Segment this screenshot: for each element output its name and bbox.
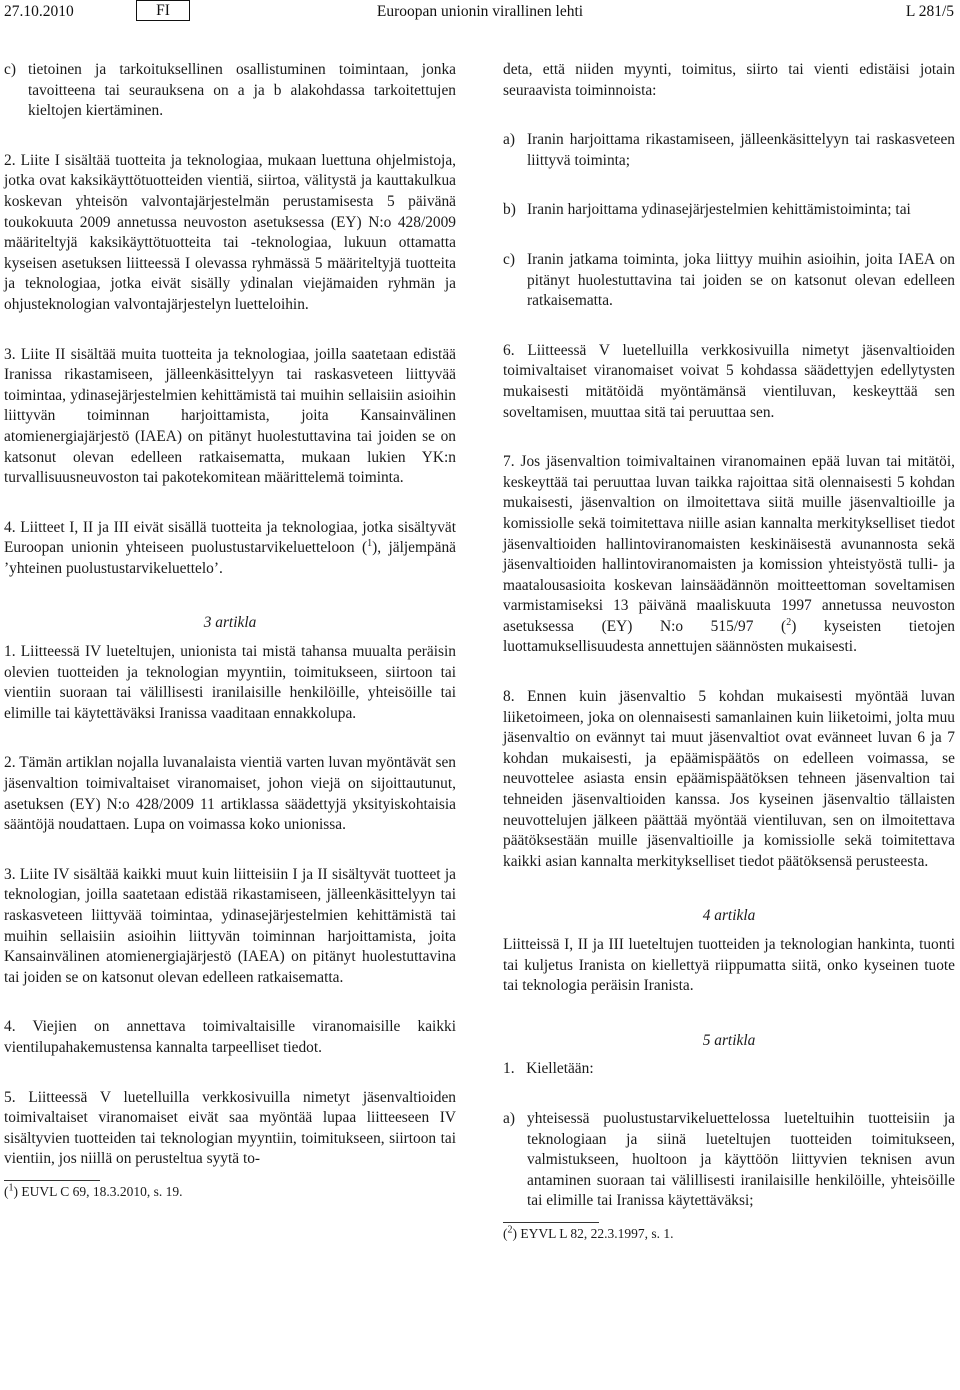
page-number: L 281/5 — [905, 3, 954, 20]
list-item-b — [503, 200, 955, 221]
item-label: b) — [503, 201, 516, 219]
footnote-divider — [503, 1222, 599, 1223]
footnote-ref[interactable]: 1 — [367, 538, 373, 550]
language-badge: FI — [136, 0, 190, 21]
item-label: a) — [503, 1109, 515, 1127]
page-header — [0, 0, 960, 26]
footnote-ref[interactable]: 2 — [786, 616, 792, 628]
article-5-paragraph-1: 1. Kielletään: — [503, 1060, 594, 1078]
paragraph-4: 4. Liitteet I, II ja III eivät sisällä tuotteita ja teknologiaa, jotka sisältyvät Euroopan unionin yhteiseen puolustustarvikeluetteloon ($^1$), jäljempänä ’yhteinen puolustustarvikeluettelo’. — [4, 518, 456, 577]
article-4-heading: 4 artikla — [702, 907, 756, 925]
item-label: a) — [503, 131, 515, 149]
item-text: Iranin jatkama toiminta, joka liittyy muihin asioihin, joita IAEA on pitänyt huolestuttavina tai joiden se on katsonut olevan edelleen ratkaisematta. — [527, 250, 955, 310]
list-item-c — [503, 250, 955, 312]
item-text: Iranin harjoittama rikastamiseen, jälleenkäsittelyyn tai raskasveteen liittyvä toiminta; — [527, 131, 955, 169]
paragraph-2: 2. Liite I sisältää tuotteita ja teknologiaa, mukaan luettuna ohjelmistoja, jotka ovat kaksikäyttötuotteiden vientiä, siirtoa, välitystä ja kauttakulkua koskevan yhteisön valvontajärjestelmän perustamisesta 5 päivänä toukokuuta 2009 annetussa neuvoston asetuksessa (EY) N:o 428/2009 määriteltyjä kaksikäyttötuotteita tai -teknologiaa, lukuun ottamatta kyseisen asetuksen liitteessä I olevassa ryhmässä 5 määriteltyjä tuotteita ja teknologiaa, jotka eivät sisälly ydinalan viejämaiden ryhmän ja ohjusteknologian valvontajärjestelyn luetteloihin. — [4, 151, 456, 313]
article-3-paragraph-2: 2. Tämän artiklan nojalla luvanalaista vientiä varten luvan myöntävät sen jäsenvaltion toimivaltaiset viranomaiset, johon viejä on sijoittautunut, asetuksen (EY) N:o 428/2009 11 artiklassa säädettyjä yksityiskohtaisia sääntöjä noudattaen. Lupa on voimassa koko unionissa. — [4, 754, 456, 834]
continuation-intro: deta, että niiden myynti, toimitus, siirto tai vienti edistäisi jotain seuraavista toiminnoista: — [503, 61, 955, 99]
paragraph-8: 8. Ennen kuin jäsenvaltio 5 kohdan mukaisesti myöntää luvan liiketoimeen, joka on olennaisesti samanlainen kuin liiketoimi, jolta muu jäsenvaltio on evännyt tai muut jäsenvaltiot ovat evänneet luvan 6 ja 7 kohdan mukaisesti, ja epäämispäätös on edelleen voimassa, se neuvottelee asiasta ensin epäämispäätöksen tehneen jäsenvaltion tai tehneiden jäsenvaltioiden kanssa. Jos kyseinen jäsenvaltio tällaisten neuvottelujen jälkeen päättää myöntää vientiluvan, sen on ilmoitettava päätöksestään muille jäsenvaltioille ja komissiolle sekä toimitettava kaikki asian kannalta merkitykselliset tiedot päätöksensä perusteesta. — [503, 688, 955, 870]
footnote-2: ($^2$) EYVL L 82, 22.3.1997, s. 1. — [503, 1224, 674, 1241]
article-3-heading: 3 artikla — [203, 614, 257, 632]
paragraph-7: 7. Jos jäsenvaltion toimivaltainen viranomainen epää luvan tai mitätöi, keskeyttää tai peruuttaa luvan taikka rajoittaa sitä olennaisesti 5 kohdan mukaisesti, jäsenvaltion on ilmoitettava siitä muille jäsenvaltioille ja komissiolle sekä toimitettava niille asian kannalta merkitykselliset tiedot jäsenvaltioiden hallintoviranomaisten keskinäisestä avunannosta sekä jäsenvaltioiden hallintoviranomaisten ja komission yhteistyöstä tulli- ja maatalousasioita koskevan lainsäädännön moitteettoman soveltamisen varmistamiseksi 13 päivänä maaliskuuta 1997 annetussa neuvoston asetuksessa (EY) N:o 515/97 ($^2$) kyseisten tietojen luottamuksellisuudesta annettujen säännösten mukaisesti. — [503, 453, 955, 656]
article-5-heading: 5 artikla — [702, 1031, 756, 1049]
article-4-text: Liitteissä I, II ja III lueteltujen tuotteiden ja teknologian hankinta, tuonti tai kuljetus Iranista on kiellettyä riippumatta siitä, onko kyseinen tuote tai teknologia peräisin Iranista. — [503, 936, 955, 995]
list-item-a — [503, 1109, 955, 1212]
right-column — [503, 60, 955, 1243]
journal-title: Euroopan unionin virallinen lehti — [376, 3, 584, 20]
article-3-paragraph-1: 1. Liitteessä IV lueteltujen, unionista tai mistä tahansa muualta peräisin olevien tuotteiden ja teknologian myyntiin, toimitukseen, siirtoon tai vientiin suoraan tai välillisesti iranilaisille henkilöille, yhteisöille tai elimille tai käytettäväksi Iranissa vaaditaan ennakkolupa. — [4, 643, 456, 722]
article-3-paragraph-3: 3. Liite IV sisältää kaikki muut kuin liitteisiin I ja II sisältyvät tuotteet ja teknologian, joilla saatetaan edistää rikastamiseen, jälleenkäsittelyyn tai raskasveteen liittyvää toimintaa, ydinasejärjestelmien kehittämistä tai muihin sellaisiin asioihin liittyvän toiminnan harjoittamista, joita Kansainvälinen atomienergiajärjestö (IAEA) on pitänyt huolestuttavina tai joiden se on katsonut olevan edelleen ratkaisematta. — [4, 865, 456, 986]
list-item-a — [503, 130, 955, 171]
item-text: yhteisessä puolustustarvikeluettelossa lueteltuihin tuotteisiin ja teknologiaan ja siinä lueteltujen tuotteiden toimitukseen, valmistukseen, huoltoon ja käyttöön liittyvien teknisen avun antaminen suoraan tai välillisesti iranilaisille henkilöille, yhteisöille tai elimille tai Iranissa käytettäväksi; — [527, 1109, 955, 1210]
paragraph-6: 6. Liitteessä V luetelluilla verkkosivuilla nimetyt jäsenvaltioiden toimivaltaiset viranomaiset voivat 5 kohdassa säädettyjen edellytysten mukaisesti mitätöidä myöntämänsä vientiluvan, keskeyttää sen soveltamisen, muuttaa sitä tai peruuttaa sen. — [503, 341, 955, 421]
header-date: 27.10.2010 — [4, 3, 74, 20]
article-3-paragraph-5: 5. Liitteessä V luetelluilla verkkosivuilla nimetyt jäsenvaltioiden toimivaltaiset viranomaiset eivät saa myöntää lupaa liitteeseen IV sisältyvien tuotteiden tai teknologian myyntiin, toimitukseen, siirtoon tai vientiin, jos niillä on perusteltua syytä to- — [4, 1088, 456, 1168]
item-text: Iranin harjoittama ydinasejärjestelmien kehittämistoiminta; tai — [527, 201, 911, 219]
item-label: c) — [503, 250, 515, 268]
article-3-paragraph-4: 4. Viejien on annettava toimivaltaisille viranomaisille kaikki vientilupahakemustensa kannalta tarpeelliset tiedot. — [4, 1018, 456, 1056]
list-item-c — [4, 60, 456, 122]
footnote-divider — [4, 1180, 100, 1181]
item-label: c) — [4, 61, 16, 78]
paragraph-3: 3. Liite II sisältää muita tuotteita ja teknologiaa, joilla saatetaan edistää Iranissa rikastamiseen, jälleenkäsittelyyn tai raskasveteen liittyvää toimintaa, ydinasejärjestelmien kehittämistä tai muihin sellaisiin asioihin liittyvän toiminnan harjoittamista, joita Kansainvälinen atomienergiajärjestö (IAEA) on pitänyt huolestuttavina tai joiden se on katsonut olevan edelleen ratkaisematta, mukaan lukien YK:n turvallisuusneuvoston tai pakotekomitean määrittelemä toiminta. — [4, 345, 456, 487]
item-text: tietoinen ja tarkoituksellinen osallistuminen toimintaan, jonka tavoitteena tai seurauksena on a ja b alakohdassa tarkoitettujen kieltojen kiertäminen. — [28, 61, 456, 120]
footnote-1: ($^1$) EUVL C 69, 18.3.2010, s. 19. — [4, 1182, 183, 1199]
left-column — [4, 60, 456, 1201]
